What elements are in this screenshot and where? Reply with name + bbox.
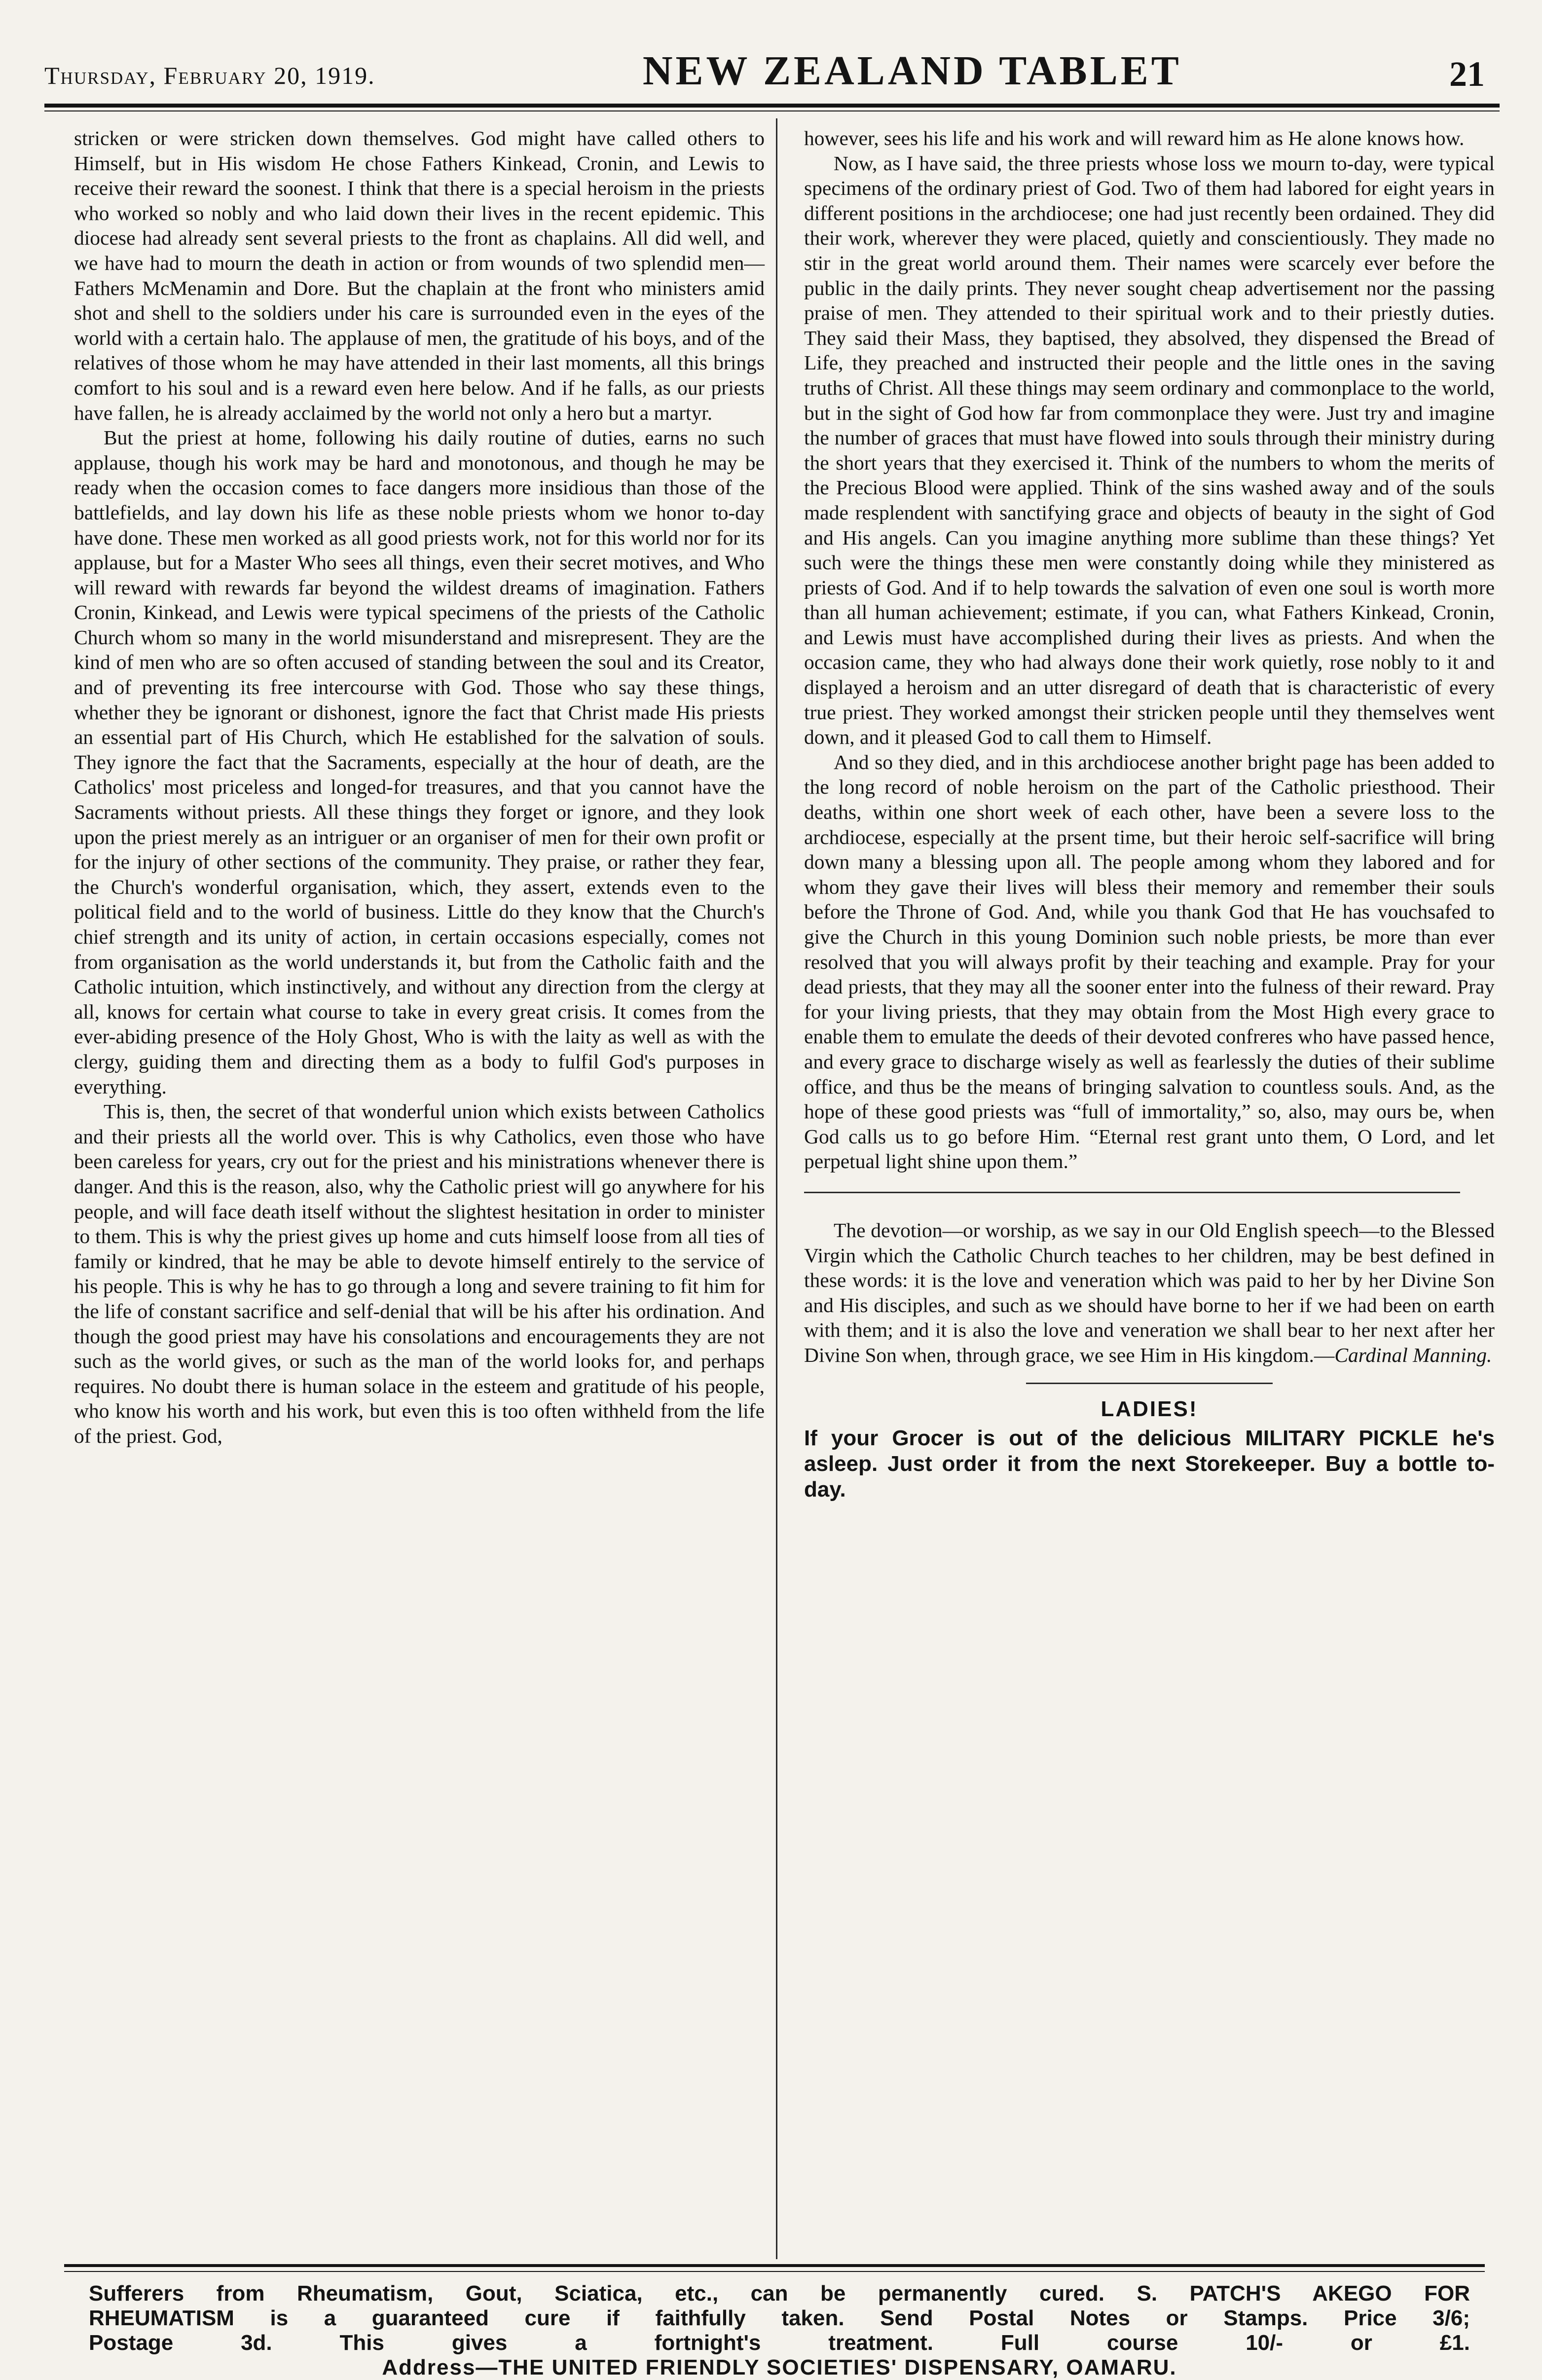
advert-separator: [1026, 1383, 1273, 1384]
issue-date: Thursday, February 20, 1919.: [44, 62, 375, 89]
quote-attribution: Cardinal Manning.: [1334, 1343, 1492, 1366]
right-paragraph-2: Now, as I have said, the three priests whose loss we mourn to-day, were typical specimens of the ordinary priest of God. Two of them had labored for eight years in different positions in the archdiocese; one had just recently been ordained. They did their work, wherever they were placed, quietly and conscientiously. They made no stir in the great world around them. Their names were scarcely ever before the public in the daily prints. They never sought cheap advertisement nor the passing praise of men. They attended to their spiritual work and to their priestly duties. They said their Mass, they baptised, they absolved, they dispensed the Bread of Life, they preached and instructed their people and the little ones in the saving truths of Christ. All these things may seem ordinary and commonplace to the world, but in the sight of God how far from commonplace they were. Just try and imagine the number of graces that must have flowed into souls through their ministry during the short years that they exercised it. Think of the numbers to whom the merits of the Precious Blood were applied. Think of the sins washed away and of the souls made resplendent with sanctifying grace and objects of beauty in the sight of God and His angels. Can you imagine anything more sublime than these things? Yet such were the things these men were constantly doing while they ministered as priests of God. And if to help towards the salvation of even one soul is worth more than all human achievement; estimate, if you can, what Fathers Kinkead, Cronin, and Lewis must have accomplished during their lives as priests. And when the occasion came, they who had always done their work quietly, rose nobly to it and displayed a heroism and an utter disregard of death that is characteristic of every true priest. They worked amongst their stricken people until they themselves went down, and it pleased God to call them to Himself.: [804, 151, 1495, 749]
right-paragraph-1: however, sees his life and his work and will reward him as He alone knows how.: [804, 127, 1465, 149]
masthead: [44, 20, 1500, 99]
devotion-quote: [804, 1218, 1495, 1368]
left-paragraph-1: stricken or were stricken down themselves. God might have called others to Himself, but in His wisdom He chose Fathers Kinkead, Cronin, and Lewis to receive their reward the soonest. I think that there is a special heroism in the priests who worked so nobly and who laid down their lives in the recent epidemic. This diocese had already sent several priests to the front as chaplains. All did well, and we have had to mourn the death in action or from wounds of two splendid men—Fathers McMenamin and Dore. But the chaplain at the front who ministers amid shot and shell to the soldiers under his care is surrounded even in the eyes of the world with a certain halo. The applause of men, the gratitude of his boys, and of the relatives of those whom he may have attended in their last moments, all this brings comfort to his soul and is a reward even here below. And if he falls, as our priests have fallen, he is already acclaimed by the world not only a hero but a martyr.: [74, 127, 765, 424]
section-separator: [804, 1192, 1460, 1193]
masthead-rule: [44, 104, 1500, 108]
column-divider: [776, 118, 777, 2259]
right-paragraph-3: And so they died, and in this archdiocese another bright page has been added to the long record of noble heroism on the part of the Catholic priesthood. Their deaths, within one short week of each other, have been a severe loss to the archdiocese, especially at the prsent time, but their heroic self-sacrifice will bring down many a blessing upon all. The people among whom they labored and for whom they gave their lives will bless their memory and remember their souls before the Throne of God. And, while you thank God that He has vouchsafed to give the Church in this young Dominion such noble priests, be more than ever resolved that you will always profit by their teaching and example. Pray for your dead priests, that they may all the sooner enter into the fulness of their reward. Pray for your living priests, that they may obtain from the Most High every grace to enable them to emulate the deeds of their devoted confreres who have passed hence, and every grace to discharge wisely as well as fearlessly the duties of their sublime office, and thus be the means of bringing salvation to countless souls. And, as the hope of these good priests was “full of immortality,” so, also, may ours be, when God calls us to go before Him. “Eternal rest grant unto them, O Lord, and let perpetual light shine upon them.”: [804, 750, 1495, 1173]
footer-rule-thin: [64, 2271, 1485, 2272]
page-number: 21: [1449, 54, 1485, 94]
quote-text: The devotion—or worship, as we say in our Old English speech—to the Blessed Virgin which the Catholic Church teaches to her children, may be best defined in these words: it is the love and veneration which was paid to her by her Divine Son and His disciples, and such as we should have borne to her if we had been on earth with them; and it is also the love and veneration we shall bear to her next after her Divine Son when, through grace, we see Him in His kingdom.—: [804, 1218, 1495, 1366]
left-column: [74, 126, 765, 2254]
advert-body: If your Grocer is out of the delicious MILITARY PICKLE he's asleep. Just order it from the next Storekeeper. Buy a bottle to-day.: [804, 1426, 1495, 1502]
advert-heading: LADIES!: [1101, 1396, 1198, 1421]
left-paragraph-3: This is, then, the secret of that wonderful union which exists between Catholics and their priests all the world over. This is why Catholics, even those who have been careless for years, cry out for the priest and his ministrations whenever there is danger. And this is the reason, also, why the Catholic priest will go anywhere for his people, and will face death itself without the slightest hesitation in order to minister to them. This is why the priest gives up home and cuts himself loose from all ties of family or kindred, that he may be able to devote himself entirely to the service of his people. This is why he has to go through a long and severe training to fit him for the life of constant sacrifice and self-denial that will be his after his ordination. And though the good priest may have his consolations and encouragements they are not such as the world gives, or such as the man of the world looks for, and perhaps requires. No doubt there is human solace in the esteem and gratitude of his people, who know his worth and his work, but even this is too often withheld from the life of the priest. God,: [74, 1100, 765, 1447]
newspaper-page: [44, 20, 1500, 2380]
footer-line-4: Address—THE UNITED FRIENDLY SOCIETIES' DISPENSARY, OAMARU.: [382, 2355, 1177, 2380]
footer-line-1: Sufferers from Rheumatism, Gout, Sciatica, etc., can be permanently cured. S. PATCH'S AKEGO FOR: [89, 2281, 1470, 2306]
left-paragraph-2: But the priest at home, following his daily routine of duties, earns no such applause, though his work may be hard and monotonous, and though he may be ready when the occasion comes to face dangers more insidious than those of the battlefields, and lay down his life as these noble priests whom we honor to-day have done. These men worked as all good priests work, not for this world nor for its applause, but for a Master Who sees all things, even their secret motives, and Who will reward with rewards far beyond the wildest dreams of imagination. Fathers Cronin, Kinkead, and Lewis were typical specimens of the priests of the Catholic Church whom so many in the world misunderstand and misrepresent. They are the kind of men who are so often accused of standing between the soul and its Creator, and of preventing its free intercourse with God. Those who say these things, whether they be ignorant or dishonest, ignore the fact that Christ made His priests an essential part of His Church, which He established for the salvation of souls. They ignore the fact that the Sacraments, especially at the hour of death, are the Catholics' most priceless and longed-for treasures, and that you cannot have the Sacraments without priests. All these things they forget or ignore, and they look upon the priest merely as an intriguer or an organiser of men for their own profit or for the injury of other sections of the community. They praise, or rather they fear, the Church's wonderful organisation, which, they assert, extends even to the political field and to the world of business. Little do they know that the Church's chief strength and its unity of action, in certain occasions especially, comes not from organisation as the world understands it, but from the Catholic faith and the Catholic intuition, which instinctively, and without any direction from the clergy at all, knows for certain what course to take in every great crisis. It comes from the ever-abiding presence of the Holy Ghost, Who is with the laity as well as with the clergy, guiding them and directing them as a body to fulfil God's purposes in everything.: [74, 426, 765, 1098]
right-column: [804, 126, 1495, 2254]
footer-line-2: RHEUMATISM is a guaranteed cure if faithfully taken. Send Postal Notes or Stamps. Price 3/6;: [89, 2306, 1470, 2330]
masthead-rule-thin: [44, 110, 1500, 111]
footer-rule: [64, 2264, 1485, 2267]
newspaper-title: NEW ZEALAND TABLET: [642, 48, 1182, 94]
footer-advert: [89, 2281, 1470, 2380]
footer-line-3: Postage 3d. This gives a fortnight's treatment. Full course 10/- or £1.: [89, 2331, 1470, 2355]
